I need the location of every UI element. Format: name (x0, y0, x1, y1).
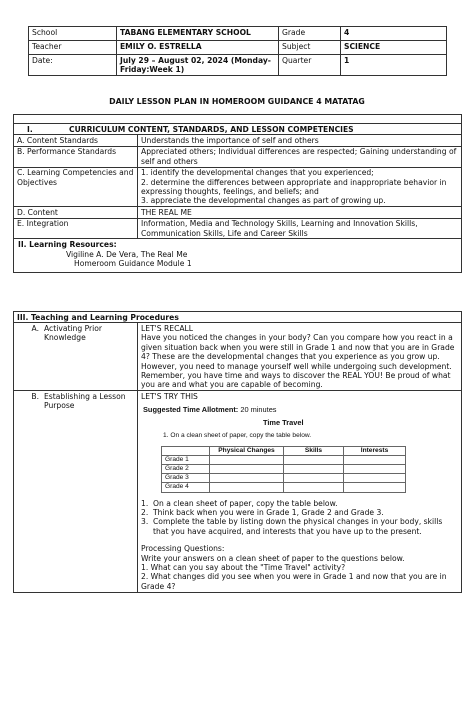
content-standards-label: A. Content Standards (14, 135, 138, 146)
lesson-purpose-label (14, 391, 138, 592)
instruction-list (141, 499, 458, 537)
row-label: Grade 2 (162, 465, 210, 474)
curriculum-section (13, 114, 462, 273)
question-1: 1. What can you say about the "Time Travel" activity? (141, 562, 346, 572)
learning-resources (14, 239, 462, 272)
procedures-section (13, 311, 462, 593)
empty-cell (344, 455, 406, 464)
performance-standards-label: B. Performance Standards (14, 146, 138, 167)
content-label: D. Content (14, 207, 138, 218)
worksheet-step: 1. On a clean sheet of paper, copy the table below. (163, 431, 312, 439)
subject-label: Subject (279, 41, 341, 55)
time-allotment (143, 405, 458, 414)
learning-resources-title: II. Learning Resources: (18, 240, 117, 250)
table-header-cell (162, 446, 210, 455)
time-allotment-label: Suggested Time Allotment: (143, 405, 239, 415)
empty-cell (210, 465, 284, 474)
performance-standards-value: Appreciated others; Individual differences are respected; Gaining understanding of self and others (138, 146, 462, 167)
competency-2: 2. determine the differences between appropriate and inappropriate behavior in expressing thoughts, feelings, and beliefs; and (141, 177, 447, 196)
list-item: 2. Think back when you were in Grade 1, Grade 2 and Grade 3. (141, 508, 458, 517)
table-header-cell: Interests (344, 446, 406, 455)
competencies-value (138, 167, 462, 207)
competency-3: 3. appreciate the developmental changes as part of growing up. (141, 196, 386, 206)
step-b-label: Establishing a Lesson Purpose (44, 391, 126, 411)
instruction-3: Complete the table by listing down the physical changes in your body, skills that you have acquired, and interests that you have up to the present. (153, 517, 443, 536)
section-1-heading (14, 124, 462, 135)
empty-cell (284, 465, 344, 474)
question-2: 2. What changes did you see when you were in Grade 1 and now that you are in Grade 4? (141, 572, 447, 591)
time-allotment-value: 20 minutes (240, 405, 277, 415)
date-value: July 29 – August 02, 2024 (Monday-Friday:Week 1) (117, 55, 279, 76)
row-label: Grade 1 (162, 455, 210, 464)
time-travel-table (161, 446, 406, 493)
lets-recall-body: Have you noticed the changes in your body? Can you compare how you react in a given situation back when you were still in Grade 1 and now that you are in Grade 4? These are the developmental changes that you experience as you grow up. However, you need to manage yourself well while undergoing such development. Remember, you have time and ways to discover the REAL YOU! Be proud of what you are and what you are capable of becoming. (141, 333, 455, 390)
instruction-1: On a clean sheet of paper, copy the table below. (153, 498, 338, 508)
empty-cell (344, 483, 406, 492)
empty-cell (284, 474, 344, 483)
time-travel-title: Time Travel (263, 418, 304, 428)
activating-knowledge-label (14, 323, 138, 391)
spacer-row (14, 115, 462, 124)
lets-recall-heading: LET'S RECALL (141, 323, 194, 333)
row-label: Grade 3 (162, 474, 210, 483)
content-standards-value: Understands the importance of self and others (138, 135, 462, 146)
empty-cell (210, 474, 284, 483)
step-a-label: Activating Prior Knowledge (44, 323, 103, 343)
section-1-title: CURRICULUM CONTENT, STANDARDS, AND LESSON COMPETENCIES (69, 124, 354, 134)
list-item: 1. On a clean sheet of paper, copy the table below. (141, 499, 458, 508)
lets-try-heading: LET'S TRY THIS (141, 391, 198, 401)
school-label: School (29, 27, 117, 41)
empty-cell (344, 474, 406, 483)
table-row (162, 455, 406, 464)
table-row (162, 483, 406, 492)
time-travel-worksheet-image (143, 405, 458, 492)
document-title: DAILY LESSON PLAN IN HOMEROOM GUIDANCE 4 MATATAG (109, 97, 365, 106)
row-label: Grade 4 (162, 483, 210, 492)
teacher-label: Teacher (29, 41, 117, 55)
empty-cell (210, 483, 284, 492)
table-header-cell: Physical Changes (210, 446, 284, 455)
processing-questions-title: Processing Questions: (141, 544, 225, 554)
resource-1: Vigiline A. De Vera, The Real Me (66, 249, 188, 259)
lesson-purpose-content (138, 391, 462, 592)
time-travel-header-row (162, 446, 406, 455)
table-row (162, 474, 406, 483)
quarter-value: 1 (341, 55, 447, 76)
empty-cell (344, 465, 406, 474)
section-3-title: III. Teaching and Learning Procedures (14, 312, 462, 323)
quarter-label: Quarter (279, 55, 341, 76)
grade-label: Grade (279, 27, 341, 41)
list-item: 3. Complete the table by listing down the physical changes in your body, skills that you have acquired, and interests that you have up to the present. (141, 517, 458, 536)
empty-cell (284, 483, 344, 492)
empty-cell (210, 455, 284, 464)
table-row (162, 465, 406, 474)
resource-2: Homeroom Guidance Module 1 (74, 259, 192, 269)
date-label: Date: (29, 55, 117, 76)
school-value: TABANG ELEMENTARY SCHOOL (117, 27, 279, 41)
step-b-letter: B. (31, 391, 39, 401)
activating-knowledge-content (138, 323, 462, 391)
integration-label: E. Integration (14, 218, 138, 239)
competencies-label: C. Learning Competencies and Objectives (14, 167, 138, 207)
grade-value: 4 (341, 27, 447, 41)
empty-cell (284, 455, 344, 464)
table-header-cell: Skills (284, 446, 344, 455)
instruction-2: Think back when you were in Grade 1, Grade 2 and Grade 3. (153, 507, 384, 517)
content-value: THE REAL ME (138, 207, 462, 218)
processing-questions-intro: Write your answers on a clean sheet of paper to the questions below. (141, 553, 405, 563)
section-1-number: I. (27, 124, 33, 134)
header-table (28, 26, 447, 76)
subject-value: SCIENCE (341, 41, 447, 55)
step-a-letter: A. (31, 323, 39, 333)
teacher-value: EMILY O. ESTRELLA (117, 41, 279, 55)
integration-value: Information, Media and Technology Skills, Learning and Innovation Skills, Communication Skills, Life and Career Skills (138, 218, 462, 239)
competency-1: 1. identify the developmental changes that you experienced; (141, 168, 374, 178)
